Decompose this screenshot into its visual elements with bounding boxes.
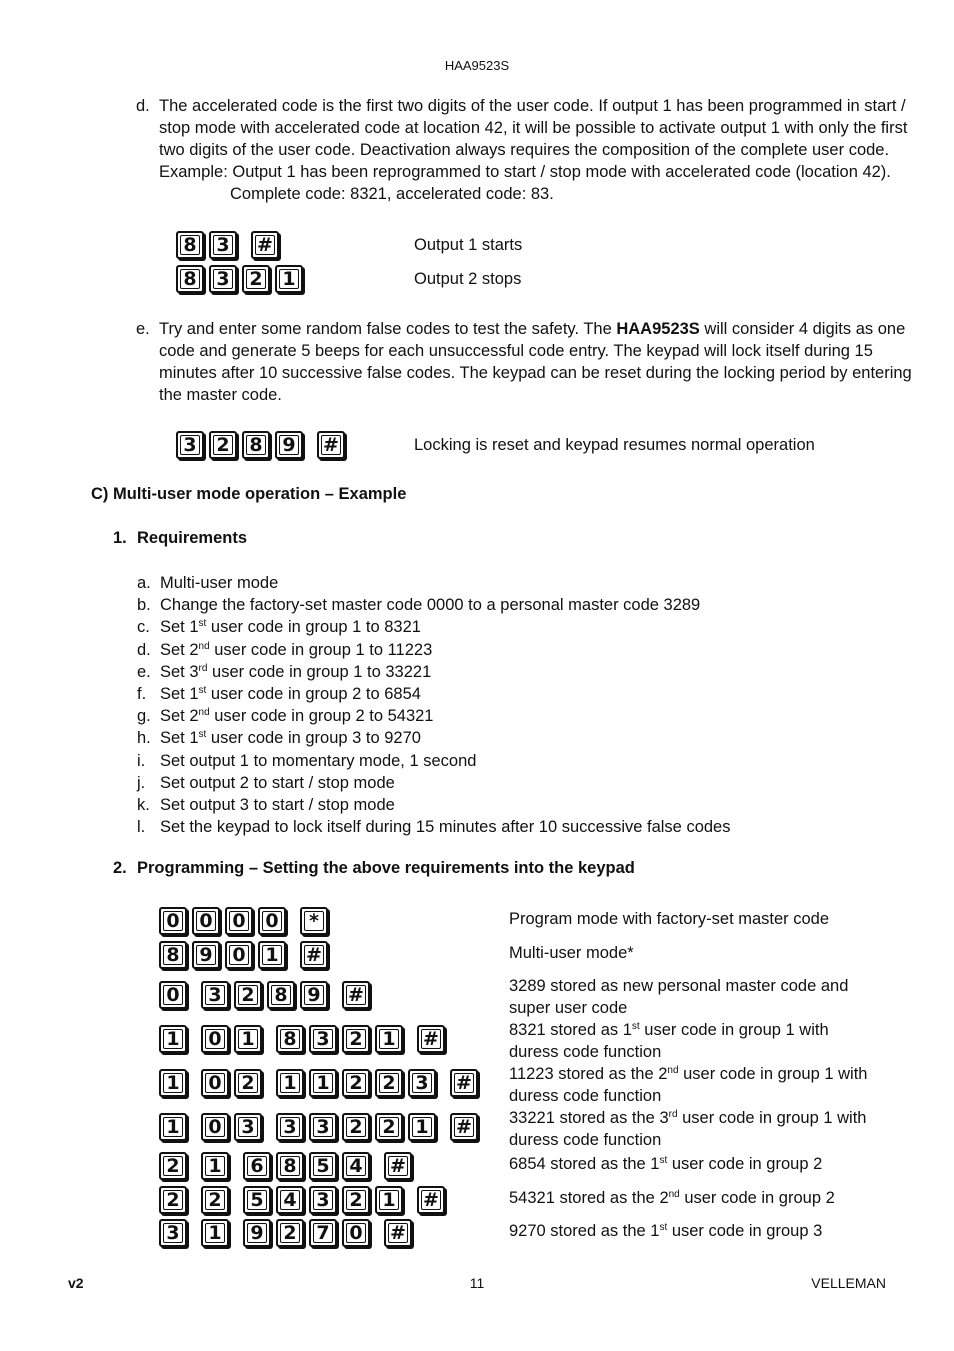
item-e-line: minutes after 10 successive false codes. The keypad can be reset during the locking period by entering [159,364,912,382]
programming-keypad-sequence [159,1069,483,1097]
digit-key: 1 [201,1152,229,1180]
digit-key: 9 [243,1219,271,1247]
item-e-line: code and generate 5 beeps for each unsuccessful code entry. The keypad will lock itself during 15 [159,342,873,360]
digit-key: 1 [159,1069,187,1097]
requirement-marker: f. [137,685,147,704]
digit-key: 2 [375,1069,403,1097]
programming-step-description [509,1153,822,1175]
hash-key: # [384,1219,412,1247]
digit-key: 9 [275,431,303,459]
item-d-marker: d. [136,97,150,115]
digit-key: 0 [258,907,286,935]
digit-key: 4 [342,1152,370,1180]
programming-step-description [509,1019,829,1063]
digit-key: 1 [309,1069,337,1097]
programming-keypad-sequence [159,1186,450,1214]
programming-step-description [509,1220,822,1242]
requirement-marker: k. [137,796,150,815]
product-name: HAA9523S [616,320,700,338]
item-d-text [159,95,907,205]
digit-key: 8 [176,265,204,293]
digit-key: 2 [209,431,237,459]
digit-key: 1 [375,1025,403,1053]
footer-version: v2 [68,1275,84,1291]
description-line: duress code function [509,1087,662,1105]
description-line: 54321 stored as the 2nd user code in group 2 [509,1189,835,1207]
hash-key: # [251,231,279,259]
item-e-line-tail: will consider 4 digits as one [699,320,906,338]
digit-key: 8 [267,981,295,1009]
requirement-text: Set 1st user code in group 1 to 8321 [160,618,421,637]
requirement-text: Set the keypad to lock itself during 15 minutes after 10 successive false codes [160,818,731,837]
digit-key: 2 [242,265,270,293]
digit-key: 8 [276,1025,304,1053]
digit-key: 9 [192,941,220,969]
digit-key: 1 [159,1113,187,1141]
document-header: HAA9523S [444,58,510,73]
requirements-number: 1. [113,529,127,547]
programming-keypad-sequence [159,1113,483,1141]
digit-key: 2 [342,1069,370,1097]
digit-key: 2 [234,1069,262,1097]
keypad-sequence-output1 [176,231,284,259]
requirement-marker: h. [137,729,151,748]
hash-key: # [342,981,370,1009]
digit-key: 3 [309,1186,337,1214]
item-e-line [159,318,912,340]
requirement-item [137,661,730,683]
requirement-item [137,683,730,705]
digit-key: 0 [225,907,253,935]
requirement-marker: j. [137,773,146,792]
item-e-line-start: Try and enter some random false codes to test the safety. The [159,320,617,338]
hash-key: # [450,1069,478,1097]
digit-key: 0 [201,1113,229,1141]
description-line: duress code function [509,1043,662,1061]
keypad-sequence-output2 [176,265,308,293]
hash-key: # [417,1186,445,1214]
digit-key: 0 [192,907,220,935]
description-line: 9270 stored as the 1st user code in group 3 [509,1222,823,1240]
keypad-sequence-reset [176,431,350,459]
digit-key: 3 [201,981,229,1009]
programming-keypad-sequence [159,1025,450,1053]
requirement-text: Set output 2 to start / stop mode [160,773,395,792]
programming-step-description [509,1107,866,1151]
programming-step-description [509,908,829,930]
hash-key: # [317,431,345,459]
hash-key: # [450,1113,478,1141]
digit-key: 3 [209,231,237,259]
programming-step-description [509,1063,867,1107]
description-line: 11223 stored as the 2nd user code in group 1 with [509,1065,868,1083]
requirement-text: Multi-user mode [160,574,279,592]
programming-step-description [509,975,848,1019]
digit-key: 8 [242,431,270,459]
digit-key: 8 [276,1152,304,1180]
requirement-item [137,750,730,772]
item-e-line: the master code. [159,386,282,404]
digit-key: 3 [209,265,237,293]
requirement-item [137,705,730,727]
digit-key: 2 [276,1219,304,1247]
requirement-text: Change the factory-set master code 0000 to a personal master code 3289 [160,596,701,615]
digit-key: 0 [342,1219,370,1247]
digit-key: 9 [300,981,328,1009]
requirement-marker: g. [137,707,151,726]
digit-key: 3 [176,431,204,459]
description-line: 3289 stored as new personal master code and [509,977,849,995]
requirement-marker: e. [137,662,151,681]
requirement-text: Set 3rd user code in group 1 to 33221 [160,662,432,681]
digit-key: 1 [408,1113,436,1141]
programming-number: 2. [113,859,127,877]
programming-step-description [509,1187,835,1209]
description-line: 33221 stored as the 3rd user code in group 1 with [509,1109,867,1127]
digit-key: 5 [243,1186,271,1214]
requirement-item [137,816,730,838]
programming-keypad-sequence [159,981,375,1009]
digit-key: 2 [201,1186,229,1214]
description-line: Multi-user mode* [509,944,634,962]
requirement-item [137,572,730,594]
requirement-marker: b. [137,596,151,615]
requirement-marker: c. [137,618,150,637]
requirement-item [137,616,730,638]
programming-title: Programming – Setting the above requirements into the keypad [137,859,635,877]
programming-keypad-sequence [159,907,333,935]
digit-key: 2 [342,1186,370,1214]
digit-key: 6 [243,1152,271,1180]
requirement-marker: d. [137,640,151,659]
requirement-item [137,794,730,816]
hash-key: # [384,1152,412,1180]
footer-brand: VELLEMAN [811,1275,886,1291]
digit-key: 0 [201,1025,229,1053]
requirement-item [137,594,730,616]
digit-key: 7 [309,1219,337,1247]
keypad-label-reset: Locking is reset and keypad resumes normal operation [414,436,815,454]
description-line: duress code function [509,1131,662,1149]
digit-key: 0 [159,907,187,935]
programming-step-description [509,942,634,964]
requirement-text: Set output 1 to momentary mode, 1 second [160,751,477,770]
item-d-line: The accelerated code is the first two digits of the user code. If output 1 has been programmed in start / [159,97,906,115]
requirement-text: Set 2nd user code in group 1 to 11223 [160,640,433,659]
digit-key: 2 [159,1152,187,1180]
requirement-text: Set output 3 to start / stop mode [160,796,395,815]
digit-key: 8 [159,941,187,969]
description-line: 6854 stored as the 1st user code in group 2 [509,1155,823,1173]
hash-key: # [417,1025,445,1053]
programming-keypad-sequence [159,941,333,969]
digit-key: 3 [309,1113,337,1141]
description-line: super user code [509,999,628,1017]
digit-key: 0 [225,941,253,969]
digit-key: 3 [276,1113,304,1141]
digit-key: 1 [258,941,286,969]
item-d-line: stop mode with accelerated code at location 42, it will be possible to activate output 1 with only the first [159,119,908,137]
digit-key: 1 [276,1069,304,1097]
digit-key: 2 [342,1025,370,1053]
item-d-line: Example: Output 1 has been reprogrammed to start / stop mode with accelerated code (location 42). [159,163,891,181]
digit-key: 5 [309,1152,337,1180]
digit-key: 1 [159,1025,187,1053]
digit-key: 2 [375,1113,403,1141]
digit-key: 3 [234,1113,262,1141]
requirements-list [137,572,730,838]
programming-keypad-sequence [159,1219,417,1247]
item-d-line: two digits of the user code. Deactivation always requires the composition of the complete user code. [159,141,890,159]
requirement-text: Set 2nd user code in group 2 to 54321 [160,707,434,726]
requirement-item [137,639,730,661]
hash-key: # [300,941,328,969]
description-line: 8321 stored as 1st user code in group 1 with [509,1021,829,1039]
digit-key: 1 [201,1219,229,1247]
keypad-label-output2: Output 2 stops [414,270,522,288]
requirement-item [137,772,730,794]
requirement-item [137,727,730,749]
keypad-label-output1: Output 1 starts [414,236,523,254]
requirement-text: Set 1st user code in group 3 to 9270 [160,729,421,748]
digit-key: 1 [275,265,303,293]
digit-key: 1 [234,1025,262,1053]
digit-key: 0 [159,981,187,1009]
digit-key: 3 [408,1069,436,1097]
digit-key: 1 [375,1186,403,1214]
section-c-title: C) Multi-user mode operation – Example [91,485,407,503]
requirement-marker: a. [137,574,151,592]
digit-key: 8 [176,231,204,259]
description-line: Program mode with factory-set master code [509,910,830,928]
programming-keypad-sequence [159,1152,417,1180]
digit-key: 2 [159,1186,187,1214]
digit-key: 0 [201,1069,229,1097]
digit-key: 3 [309,1025,337,1053]
requirement-text: Set 1st user code in group 2 to 6854 [160,685,421,704]
digit-key: 2 [234,981,262,1009]
item-e-text [159,318,912,406]
star-key: * [300,907,328,935]
requirements-title: Requirements [137,529,248,547]
digit-key: 3 [159,1219,187,1247]
footer-page-number: 11 [469,1275,485,1291]
item-d-line: Complete code: 8321, accelerated code: 83. [230,185,554,203]
item-e-marker: e. [136,320,150,338]
requirement-marker: i. [137,751,146,770]
requirement-marker: l. [137,818,146,837]
digit-key: 2 [342,1113,370,1141]
digit-key: 4 [276,1186,304,1214]
